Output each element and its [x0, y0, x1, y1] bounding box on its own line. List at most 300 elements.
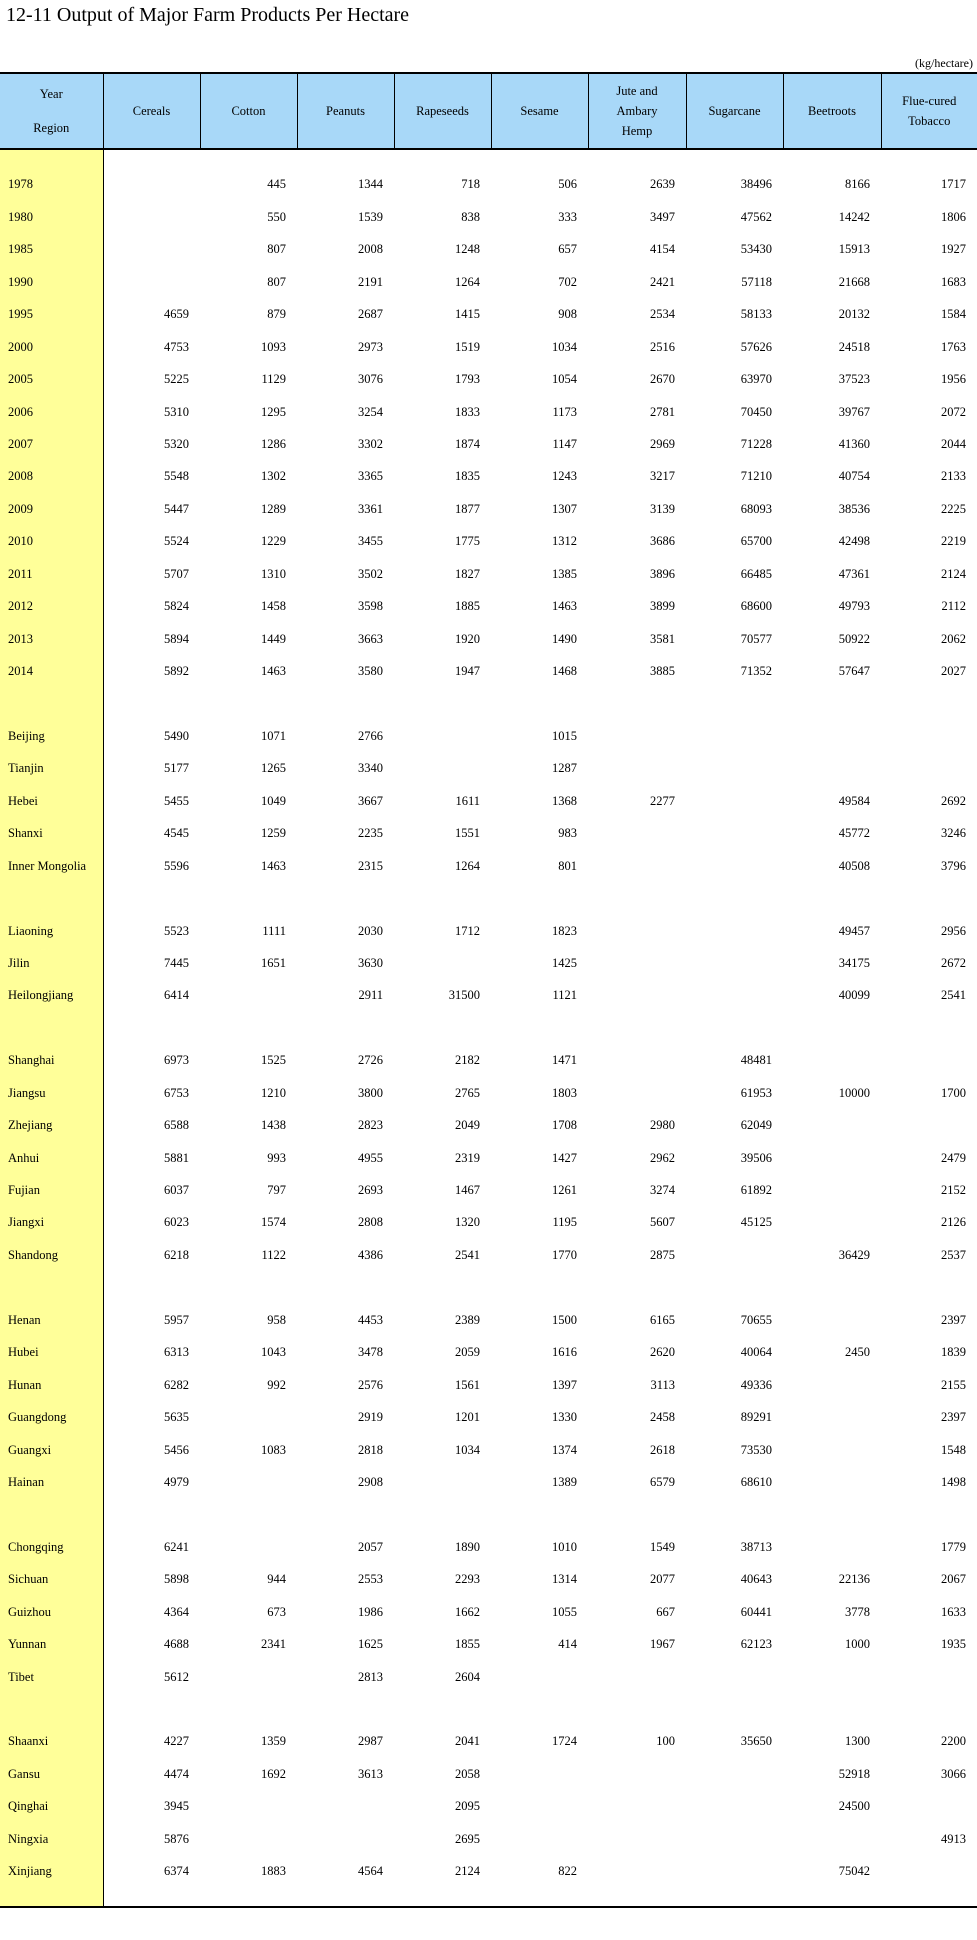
data-cell: 57118 — [741, 274, 772, 289]
data-cell — [686, 785, 783, 817]
data-cell: 6973 — [164, 1053, 189, 1068]
data-cell: 2672 — [941, 955, 966, 970]
data-cell: 41360 — [838, 436, 870, 451]
data-cell: 2813 — [358, 1669, 383, 1684]
data-cell — [200, 1531, 297, 1563]
row-label: Guangdong — [0, 1401, 103, 1433]
data-cell: 1519 — [455, 339, 480, 354]
data-cell: 2766 — [358, 728, 383, 743]
data-cell: 1920 — [455, 631, 480, 646]
data-cell: 1549 — [650, 1539, 675, 1554]
data-cell: 2124 — [941, 566, 966, 581]
data-cell: 1314 — [552, 1572, 577, 1587]
data-cell: 1561 — [455, 1377, 480, 1392]
data-cell: 45772 — [838, 826, 870, 841]
table-row — [0, 168, 977, 200]
empty-cell — [491, 882, 588, 914]
data-cell: 908 — [558, 307, 577, 322]
data-cell: 5881 — [164, 1150, 189, 1165]
data-cell: 3885 — [650, 664, 675, 679]
data-cell — [686, 979, 783, 1011]
data-cell: 38713 — [740, 1539, 772, 1554]
table-row — [0, 1401, 977, 1433]
data-cell: 2225 — [941, 501, 966, 516]
data-cell: 2057 — [358, 1539, 383, 1554]
data-cell — [588, 1790, 686, 1822]
data-cell: 40508 — [838, 858, 870, 873]
data-cell: 66485 — [740, 566, 772, 581]
data-cell: 1539 — [358, 209, 383, 224]
data-cell: 5707 — [164, 566, 189, 581]
data-cell: 1855 — [455, 1637, 480, 1652]
data-cell: 2182 — [455, 1053, 480, 1068]
data-cell: 2973 — [358, 339, 383, 354]
table-row — [0, 1206, 977, 1238]
header-year-region — [0, 73, 103, 149]
data-cell: 45125 — [740, 1215, 772, 1230]
data-cell: 3686 — [650, 534, 675, 549]
data-cell: 3580 — [358, 664, 383, 679]
data-cell: 6579 — [650, 1474, 675, 1489]
data-cell: 3217 — [650, 469, 675, 484]
data-cell: 2124 — [455, 1864, 480, 1879]
data-cell: 4753 — [164, 339, 189, 354]
data-cell: 75042 — [838, 1864, 870, 1879]
data-cell: 822 — [558, 1864, 577, 1879]
row-label: Chongqing — [0, 1531, 103, 1563]
empty-cell — [103, 1887, 200, 1907]
data-cell: 2059 — [455, 1345, 480, 1360]
empty-cell — [0, 1693, 103, 1725]
empty-cell — [103, 687, 200, 719]
row-label: Hainan — [0, 1466, 103, 1498]
row-label: 1978 — [0, 168, 103, 200]
data-cell: 1034 — [455, 1442, 480, 1457]
data-cell: 1264 — [455, 858, 480, 873]
row-label: Jiangxi — [0, 1206, 103, 1238]
row-label: 2012 — [0, 590, 103, 622]
data-cell: 2389 — [455, 1312, 480, 1327]
data-cell: 1438 — [261, 1118, 286, 1133]
data-cell — [783, 1044, 881, 1076]
empty-cell — [588, 149, 686, 168]
data-cell: 2027 — [941, 664, 966, 679]
empty-cell — [881, 1693, 977, 1725]
data-cell: 68610 — [740, 1474, 772, 1489]
data-cell — [394, 947, 491, 979]
data-cell: 3800 — [358, 1085, 383, 1100]
data-cell: 2235 — [358, 826, 383, 841]
table-row — [0, 720, 977, 752]
data-cell: 7445 — [164, 955, 189, 970]
table-row — [0, 979, 977, 1011]
data-cell: 1458 — [261, 599, 286, 614]
data-cell — [297, 1790, 394, 1822]
empty-cell — [297, 882, 394, 914]
data-cell: 4659 — [164, 307, 189, 322]
data-cell: 983 — [558, 826, 577, 841]
data-cell: 6313 — [164, 1345, 189, 1360]
table-row — [0, 655, 977, 687]
data-cell: 1286 — [261, 436, 286, 451]
data-cell — [103, 201, 200, 233]
data-cell — [881, 1790, 977, 1822]
data-cell — [588, 849, 686, 881]
data-cell: 1927 — [941, 242, 966, 257]
empty-cell — [881, 149, 977, 168]
row-label: Hebei — [0, 785, 103, 817]
row-label: Yunnan — [0, 1628, 103, 1660]
data-cell: 944 — [267, 1572, 286, 1587]
empty-cell — [297, 1012, 394, 1044]
data-cell: 73530 — [740, 1442, 772, 1457]
data-cell: 1173 — [552, 404, 577, 419]
data-cell: 1427 — [552, 1150, 577, 1165]
data-cell: 3796 — [941, 858, 966, 873]
data-cell — [200, 1790, 297, 1822]
data-cell: 1835 — [455, 469, 480, 484]
data-cell: 1449 — [261, 631, 286, 646]
data-cell: 4955 — [358, 1150, 383, 1165]
data-cell: 49793 — [838, 599, 870, 614]
data-cell: 2692 — [941, 793, 966, 808]
data-cell: 4474 — [164, 1766, 189, 1781]
data-cell: 2823 — [358, 1118, 383, 1133]
data-cell: 2618 — [650, 1442, 675, 1457]
table-row — [0, 849, 977, 881]
data-cell: 2112 — [941, 599, 966, 614]
empty-cell — [297, 687, 394, 719]
table-row — [0, 201, 977, 233]
data-cell: 2956 — [941, 923, 966, 938]
data-cell: 2126 — [941, 1215, 966, 1230]
spacer-row — [0, 1693, 977, 1725]
empty-cell — [783, 1693, 881, 1725]
data-cell: 1874 — [455, 436, 480, 451]
table-row — [0, 395, 977, 427]
data-cell: 1770 — [552, 1247, 577, 1262]
empty-cell — [491, 1693, 588, 1725]
data-cell — [491, 1790, 588, 1822]
table-row — [0, 1433, 977, 1465]
data-cell — [297, 1823, 394, 1855]
table-row — [0, 1823, 977, 1855]
row-label: 2011 — [0, 558, 103, 590]
data-cell — [783, 1141, 881, 1173]
data-cell — [491, 1660, 588, 1692]
data-cell: 1468 — [552, 664, 577, 679]
data-cell: 1662 — [455, 1604, 480, 1619]
data-cell: 1611 — [455, 793, 480, 808]
data-cell — [394, 720, 491, 752]
data-cell: 5447 — [164, 501, 189, 516]
empty-cell — [297, 1887, 394, 1907]
data-cell: 3455 — [358, 534, 383, 549]
data-cell: 1147 — [552, 436, 577, 451]
spacer-row — [0, 149, 977, 168]
row-label: 2000 — [0, 330, 103, 362]
data-cell: 3365 — [358, 469, 383, 484]
table-row — [0, 622, 977, 654]
data-cell: 2781 — [650, 404, 675, 419]
data-cell: 1806 — [941, 209, 966, 224]
data-cell: 5596 — [164, 858, 189, 873]
data-cell: 1243 — [552, 469, 577, 484]
data-cell — [783, 1660, 881, 1692]
data-cell: 4979 — [164, 1474, 189, 1489]
table-row — [0, 1368, 977, 1400]
data-cell: 958 — [267, 1312, 286, 1327]
data-cell — [103, 233, 200, 265]
data-cell: 1302 — [261, 469, 286, 484]
data-cell — [686, 1855, 783, 1887]
data-cell: 667 — [656, 1604, 675, 1619]
empty-cell — [394, 1693, 491, 1725]
data-cell: 5524 — [164, 534, 189, 549]
data-cell: 414 — [558, 1637, 577, 1652]
data-cell: 550 — [267, 209, 286, 224]
data-cell: 57626 — [740, 339, 772, 354]
data-cell — [200, 1466, 297, 1498]
data-cell: 6282 — [164, 1377, 189, 1392]
data-cell: 1947 — [455, 664, 480, 679]
data-cell: 3899 — [650, 599, 675, 614]
data-cell: 65700 — [740, 534, 772, 549]
table-row — [0, 1596, 977, 1628]
data-cell: 2315 — [358, 858, 383, 873]
empty-cell — [0, 1887, 103, 1907]
data-cell: 6023 — [164, 1215, 189, 1230]
data-cell — [588, 720, 686, 752]
data-cell — [783, 1466, 881, 1498]
data-cell — [686, 1239, 783, 1271]
data-cell: 4364 — [164, 1604, 189, 1619]
data-cell — [491, 1823, 588, 1855]
empty-cell — [491, 1887, 588, 1907]
data-cell: 1467 — [455, 1183, 480, 1198]
table-row — [0, 1790, 977, 1822]
empty-cell — [686, 1693, 783, 1725]
data-cell — [881, 1044, 977, 1076]
data-cell: 3361 — [358, 501, 383, 516]
data-cell: 71352 — [740, 664, 772, 679]
data-cell: 2875 — [650, 1247, 675, 1262]
table-row — [0, 1531, 977, 1563]
data-cell: 5824 — [164, 599, 189, 614]
data-cell: 1967 — [650, 1637, 675, 1652]
table-row — [0, 1628, 977, 1660]
data-cell: 70577 — [740, 631, 772, 646]
table-row — [0, 493, 977, 525]
empty-cell — [200, 882, 297, 914]
data-cell: 4545 — [164, 826, 189, 841]
empty-cell — [103, 1693, 200, 1725]
empty-cell — [881, 1498, 977, 1530]
data-cell: 1201 — [455, 1410, 480, 1425]
empty-cell — [588, 687, 686, 719]
data-cell: 35650 — [740, 1734, 772, 1749]
data-cell: 58133 — [740, 307, 772, 322]
empty-cell — [200, 1498, 297, 1530]
row-label: Jilin — [0, 947, 103, 979]
header-year: Year — [39, 87, 63, 101]
empty-cell — [200, 1887, 297, 1907]
data-cell: 2620 — [650, 1345, 675, 1360]
data-cell: 4227 — [164, 1734, 189, 1749]
data-cell: 2277 — [650, 793, 675, 808]
table-row — [0, 785, 977, 817]
empty-cell — [686, 1498, 783, 1530]
data-cell: 2044 — [941, 436, 966, 451]
row-label: Zhejiang — [0, 1109, 103, 1141]
data-cell: 100 — [656, 1734, 675, 1749]
data-cell — [686, 1758, 783, 1790]
data-cell: 3274 — [650, 1183, 675, 1198]
data-cell: 4386 — [358, 1247, 383, 1262]
row-label: 1990 — [0, 266, 103, 298]
data-cell: 1471 — [552, 1053, 577, 1068]
data-cell: 1986 — [358, 1604, 383, 1619]
data-cell: 1839 — [941, 1345, 966, 1360]
data-cell: 5177 — [164, 761, 189, 776]
data-cell: 2341 — [261, 1637, 286, 1652]
data-cell: 2133 — [941, 469, 966, 484]
data-cell: 3502 — [358, 566, 383, 581]
table-row — [0, 1044, 977, 1076]
empty-cell — [686, 882, 783, 914]
data-cell: 3598 — [358, 599, 383, 614]
row-label: 2005 — [0, 363, 103, 395]
spacer-row — [0, 1887, 977, 1907]
spacer-row — [0, 1498, 977, 1530]
data-cell: 879 — [267, 307, 286, 322]
data-cell: 53430 — [740, 242, 772, 257]
empty-cell — [686, 149, 783, 168]
table-row — [0, 1563, 977, 1595]
data-cell: 2765 — [455, 1085, 480, 1100]
data-cell — [686, 1790, 783, 1822]
data-cell: 1320 — [455, 1215, 480, 1230]
table-body — [0, 149, 977, 1907]
data-cell — [103, 168, 200, 200]
table-row — [0, 1239, 977, 1271]
row-label: Beijing — [0, 720, 103, 752]
empty-cell — [783, 882, 881, 914]
table-row — [0, 525, 977, 557]
row-label: 1980 — [0, 201, 103, 233]
data-cell: 5310 — [164, 404, 189, 419]
empty-cell — [0, 1271, 103, 1303]
table-row — [0, 1109, 977, 1141]
data-cell — [686, 1660, 783, 1692]
table-row — [0, 947, 977, 979]
data-cell: 38496 — [740, 177, 772, 192]
empty-cell — [881, 1271, 977, 1303]
col-header: Rapeseeds — [394, 73, 491, 149]
data-cell: 8166 — [845, 177, 870, 192]
data-cell: 2818 — [358, 1442, 383, 1457]
data-cell: 2397 — [941, 1312, 966, 1327]
data-cell: 4564 — [358, 1864, 383, 1879]
data-cell: 1129 — [261, 372, 286, 387]
data-cell: 1425 — [552, 955, 577, 970]
data-cell: 1385 — [552, 566, 577, 581]
data-cell — [783, 1368, 881, 1400]
data-cell — [588, 979, 686, 1011]
data-cell: 6753 — [164, 1085, 189, 1100]
data-cell — [686, 720, 783, 752]
col-header: Jute and Ambary Hemp — [588, 73, 686, 149]
data-cell: 3139 — [650, 501, 675, 516]
col-header: Cotton — [200, 73, 297, 149]
data-cell: 1823 — [552, 923, 577, 938]
data-cell: 2534 — [650, 307, 675, 322]
data-cell: 5892 — [164, 664, 189, 679]
data-cell: 1289 — [261, 501, 286, 516]
empty-cell — [881, 1012, 977, 1044]
data-cell — [783, 720, 881, 752]
data-cell: 3076 — [358, 372, 383, 387]
data-cell: 49336 — [740, 1377, 772, 1392]
data-cell: 2516 — [650, 339, 675, 354]
data-cell: 48481 — [740, 1053, 772, 1068]
data-cell: 1034 — [552, 339, 577, 354]
empty-cell — [0, 149, 103, 168]
data-cell: 5612 — [164, 1669, 189, 1684]
empty-cell — [588, 1887, 686, 1907]
empty-cell — [103, 1498, 200, 1530]
data-cell: 5455 — [164, 793, 189, 808]
empty-cell — [0, 1012, 103, 1044]
data-cell: 1498 — [941, 1474, 966, 1489]
data-cell: 2293 — [455, 1572, 480, 1587]
data-cell — [588, 817, 686, 849]
data-cell: 2908 — [358, 1474, 383, 1489]
data-cell: 89291 — [740, 1410, 772, 1425]
row-label: Liaoning — [0, 914, 103, 946]
data-cell: 71228 — [740, 436, 772, 451]
data-cell: 3896 — [650, 566, 675, 581]
data-cell: 5876 — [164, 1831, 189, 1846]
data-cell: 1490 — [552, 631, 577, 646]
empty-cell — [394, 149, 491, 168]
row-label: Hunan — [0, 1368, 103, 1400]
data-cell: 6037 — [164, 1183, 189, 1198]
data-cell: 2041 — [455, 1734, 480, 1749]
data-cell: 1551 — [455, 826, 480, 841]
data-cell: 4453 — [358, 1312, 383, 1327]
data-cell: 5320 — [164, 436, 189, 451]
data-cell: 1625 — [358, 1637, 383, 1652]
data-cell: 31500 — [448, 988, 480, 1003]
data-cell: 1724 — [552, 1734, 577, 1749]
data-cell: 1368 — [552, 793, 577, 808]
data-cell: 1833 — [455, 404, 480, 419]
data-cell: 61892 — [740, 1183, 772, 1198]
spacer-row — [0, 1271, 977, 1303]
data-cell: 807 — [267, 242, 286, 257]
data-cell: 47562 — [740, 209, 772, 224]
empty-cell — [200, 687, 297, 719]
data-cell: 1397 — [552, 1377, 577, 1392]
data-cell: 702 — [558, 274, 577, 289]
data-cell: 68093 — [740, 501, 772, 516]
data-cell: 68600 — [740, 599, 772, 614]
data-cell: 2969 — [650, 436, 675, 451]
data-cell: 6241 — [164, 1539, 189, 1554]
row-label: 1995 — [0, 298, 103, 330]
data-cell: 20132 — [838, 307, 870, 322]
